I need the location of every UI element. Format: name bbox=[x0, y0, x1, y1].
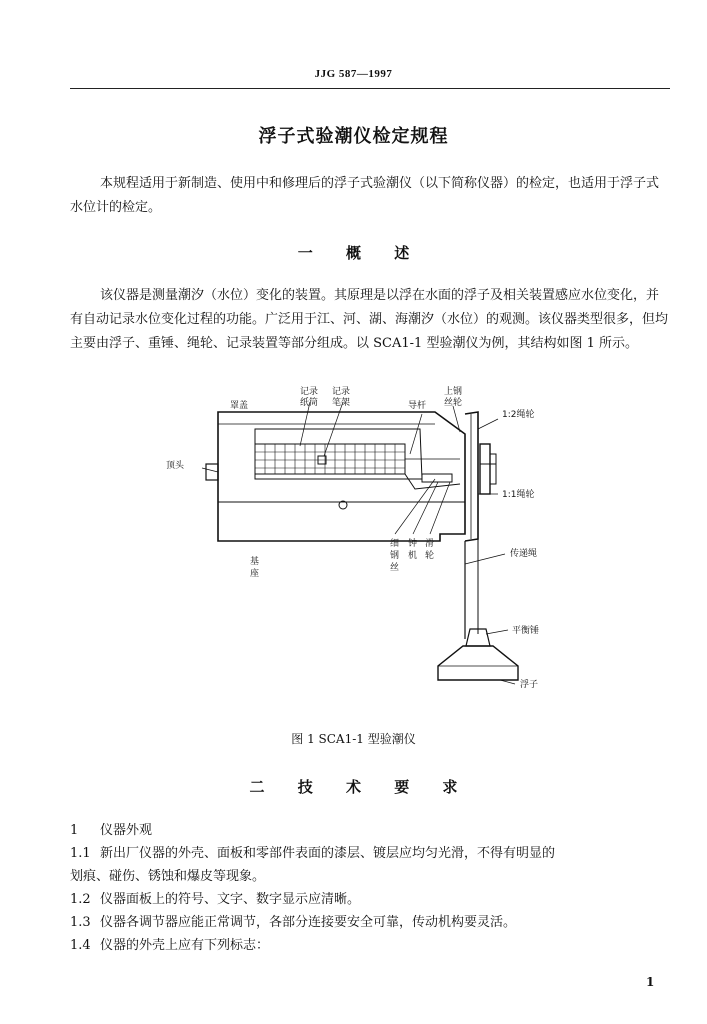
item-number: 1.1 bbox=[70, 846, 91, 861]
item-text: 仪器面板上的符号、文字、数字显示应清晰。 bbox=[100, 892, 361, 907]
label-clock-2: 机 bbox=[408, 551, 418, 561]
label-guide-rod: 导杆 bbox=[408, 401, 427, 411]
label-record-drum-1: 记录 bbox=[300, 387, 319, 397]
label-wheel-1-2: 1:2绳轮 bbox=[502, 410, 535, 420]
list-item bbox=[70, 866, 670, 888]
label-record-drum-2: 纸筒 bbox=[300, 398, 319, 408]
list-item bbox=[70, 912, 670, 934]
item-number: 1.2 bbox=[70, 892, 91, 907]
label-wheel-1-1: 1:1绳轮 bbox=[502, 490, 535, 500]
item-text: 仪器外观 bbox=[100, 823, 153, 838]
list-item bbox=[70, 843, 670, 865]
label-cover: 罩盖 bbox=[230, 401, 249, 411]
figure-sca1-1-diagram bbox=[160, 384, 580, 714]
document-title: 浮子式验潮仪检定规程 bbox=[258, 126, 449, 147]
clock-mechanism bbox=[422, 474, 452, 482]
label-pulley-2: 轮 bbox=[425, 551, 435, 561]
label-base-1: 基 bbox=[250, 557, 260, 567]
overview-paragraph bbox=[70, 284, 670, 356]
document-code: JJG 587—1997 bbox=[314, 68, 393, 80]
item-number: 1.3 bbox=[70, 915, 91, 930]
label-steel-wire-3: 丝 bbox=[390, 563, 400, 573]
label-top-knob: 顶头 bbox=[166, 461, 185, 471]
item-text: 仪器的外壳上应有下列标志： bbox=[100, 938, 270, 953]
inner-panel bbox=[255, 429, 422, 479]
intro-paragraph bbox=[70, 172, 670, 220]
float-shape bbox=[438, 646, 518, 680]
record-drum bbox=[255, 444, 405, 474]
overview-text: 该仪器是测量潮汐（水位）变化的装置。其原理是以浮在水面的浮子及相关装置感应水位变化，并有自动记录水位变化过程的功能。广泛用于江、河、湖、海潮汐（水位）的观测。该仪器类型很多，但均主要由浮子、重锤、绳轮、记录装置等部分组成。以 SCA1-1 型验潮仪为例，其结构如图 1 所示。 bbox=[70, 288, 669, 351]
label-upper-wire-wheel-2: 丝轮 bbox=[444, 398, 463, 408]
rope-wheel-1-2 bbox=[480, 444, 490, 494]
item-text: 划痕、碰伤、锈蚀和爆皮等现象。 bbox=[70, 869, 266, 884]
label-pulley-1: 滑 bbox=[425, 539, 435, 549]
list-item bbox=[70, 935, 670, 957]
section-heading-requirements: 二 技 术 要 求 bbox=[249, 778, 458, 796]
label-upper-wire-wheel-1: 上钢 bbox=[444, 387, 463, 397]
item-number: 1 bbox=[70, 823, 79, 838]
page-number: 1 bbox=[646, 975, 655, 989]
header-rule bbox=[70, 88, 670, 89]
item-text: 仪器各调节器应能正常调节，各部分连接要安全可靠，传动机构要灵活。 bbox=[100, 915, 517, 930]
label-steel-wire-2: 钢 bbox=[390, 551, 400, 561]
label-record-pen-2: 笔架 bbox=[332, 398, 351, 408]
intro-text: 本规程适用于新制造、使用中和修理后的浮子式验潮仪（以下简称仪器）的检定，也适用于浮子式水位计的检定。 bbox=[70, 176, 660, 215]
list-item bbox=[70, 889, 670, 911]
figure-caption: 图 1 SCA1-1 型验潮仪 bbox=[291, 732, 416, 746]
label-transmission-rope: 传递绳 bbox=[510, 549, 538, 559]
label-counterweight: 平衡锤 bbox=[512, 626, 540, 636]
label-float: 浮子 bbox=[520, 680, 539, 690]
label-steel-wire-1: 细 bbox=[390, 539, 400, 549]
top-knob bbox=[206, 464, 218, 480]
label-clock-1: 钟 bbox=[408, 539, 418, 549]
label-base-2: 座 bbox=[250, 569, 260, 579]
wheel-plate bbox=[465, 412, 478, 541]
item-number: 1.4 bbox=[70, 938, 91, 953]
label-record-pen-1: 记录 bbox=[332, 387, 351, 397]
section-heading-overview: 一 概 述 bbox=[297, 244, 410, 262]
item-text: 新出厂仪器的外壳、面板和零部件表面的漆层、镀层应均匀光滑，不得有明显的 bbox=[100, 846, 556, 861]
list-item bbox=[70, 820, 670, 842]
